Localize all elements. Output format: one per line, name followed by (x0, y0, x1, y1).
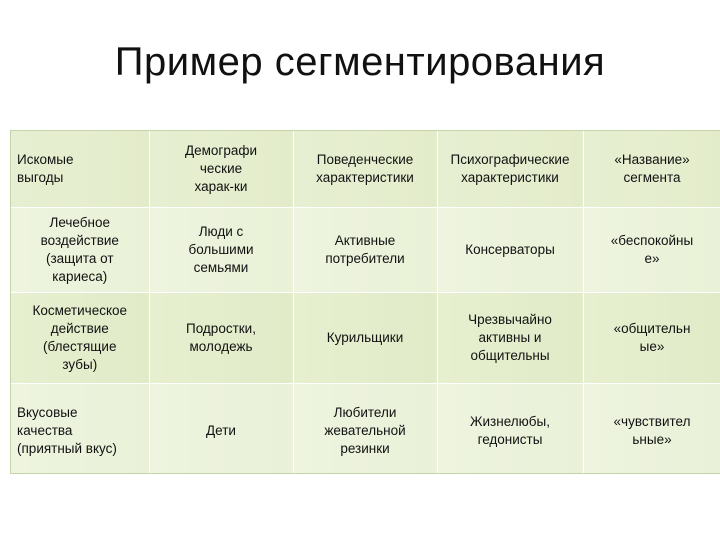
table-cell: «беспокойны е» (583, 208, 720, 293)
table-cell: Люди с большими семьями (149, 208, 293, 293)
table-cell: Дети (149, 384, 293, 475)
table-cell: «общительн ые» (583, 293, 720, 384)
table-cell: Любители жевательной резинки (293, 384, 437, 475)
table-cell: Курильщики (293, 293, 437, 384)
segmentation-table (11, 131, 720, 474)
header-cell-segment-name: «Название» сегмента (583, 131, 720, 208)
table-cell: Чрезвычайно активны и общительны (437, 293, 583, 384)
segmentation-table-container (10, 130, 720, 474)
table-row (11, 208, 720, 293)
table-cell: Лечебное воздействие (защита от кариеса) (11, 208, 149, 293)
table-cell: Активные потребители (293, 208, 437, 293)
header-cell-behavioral: Поведенческие характеристики (293, 131, 437, 208)
header-cell-benefits: Искомые выгоды (11, 131, 149, 208)
table-header-row (11, 131, 720, 208)
header-cell-demographic: Демографи ческие харак-ки (149, 131, 293, 208)
page-title: Пример сегментирования (114, 40, 606, 84)
table-cell: Косметическое действие (блестящие зубы) (11, 293, 149, 384)
table-cell: Жизнелюбы, гедонисты (437, 384, 583, 475)
table-row (11, 293, 720, 384)
table-cell: Подростки, молодежь (149, 293, 293, 384)
table-row (11, 384, 720, 475)
header-cell-psychographic: Психографические характеристики (437, 131, 583, 208)
table-cell: Вкусовые качества (приятный вкус) (11, 384, 149, 475)
table-cell: «чувствител ьные» (583, 384, 720, 475)
table-cell: Консерваторы (437, 208, 583, 293)
